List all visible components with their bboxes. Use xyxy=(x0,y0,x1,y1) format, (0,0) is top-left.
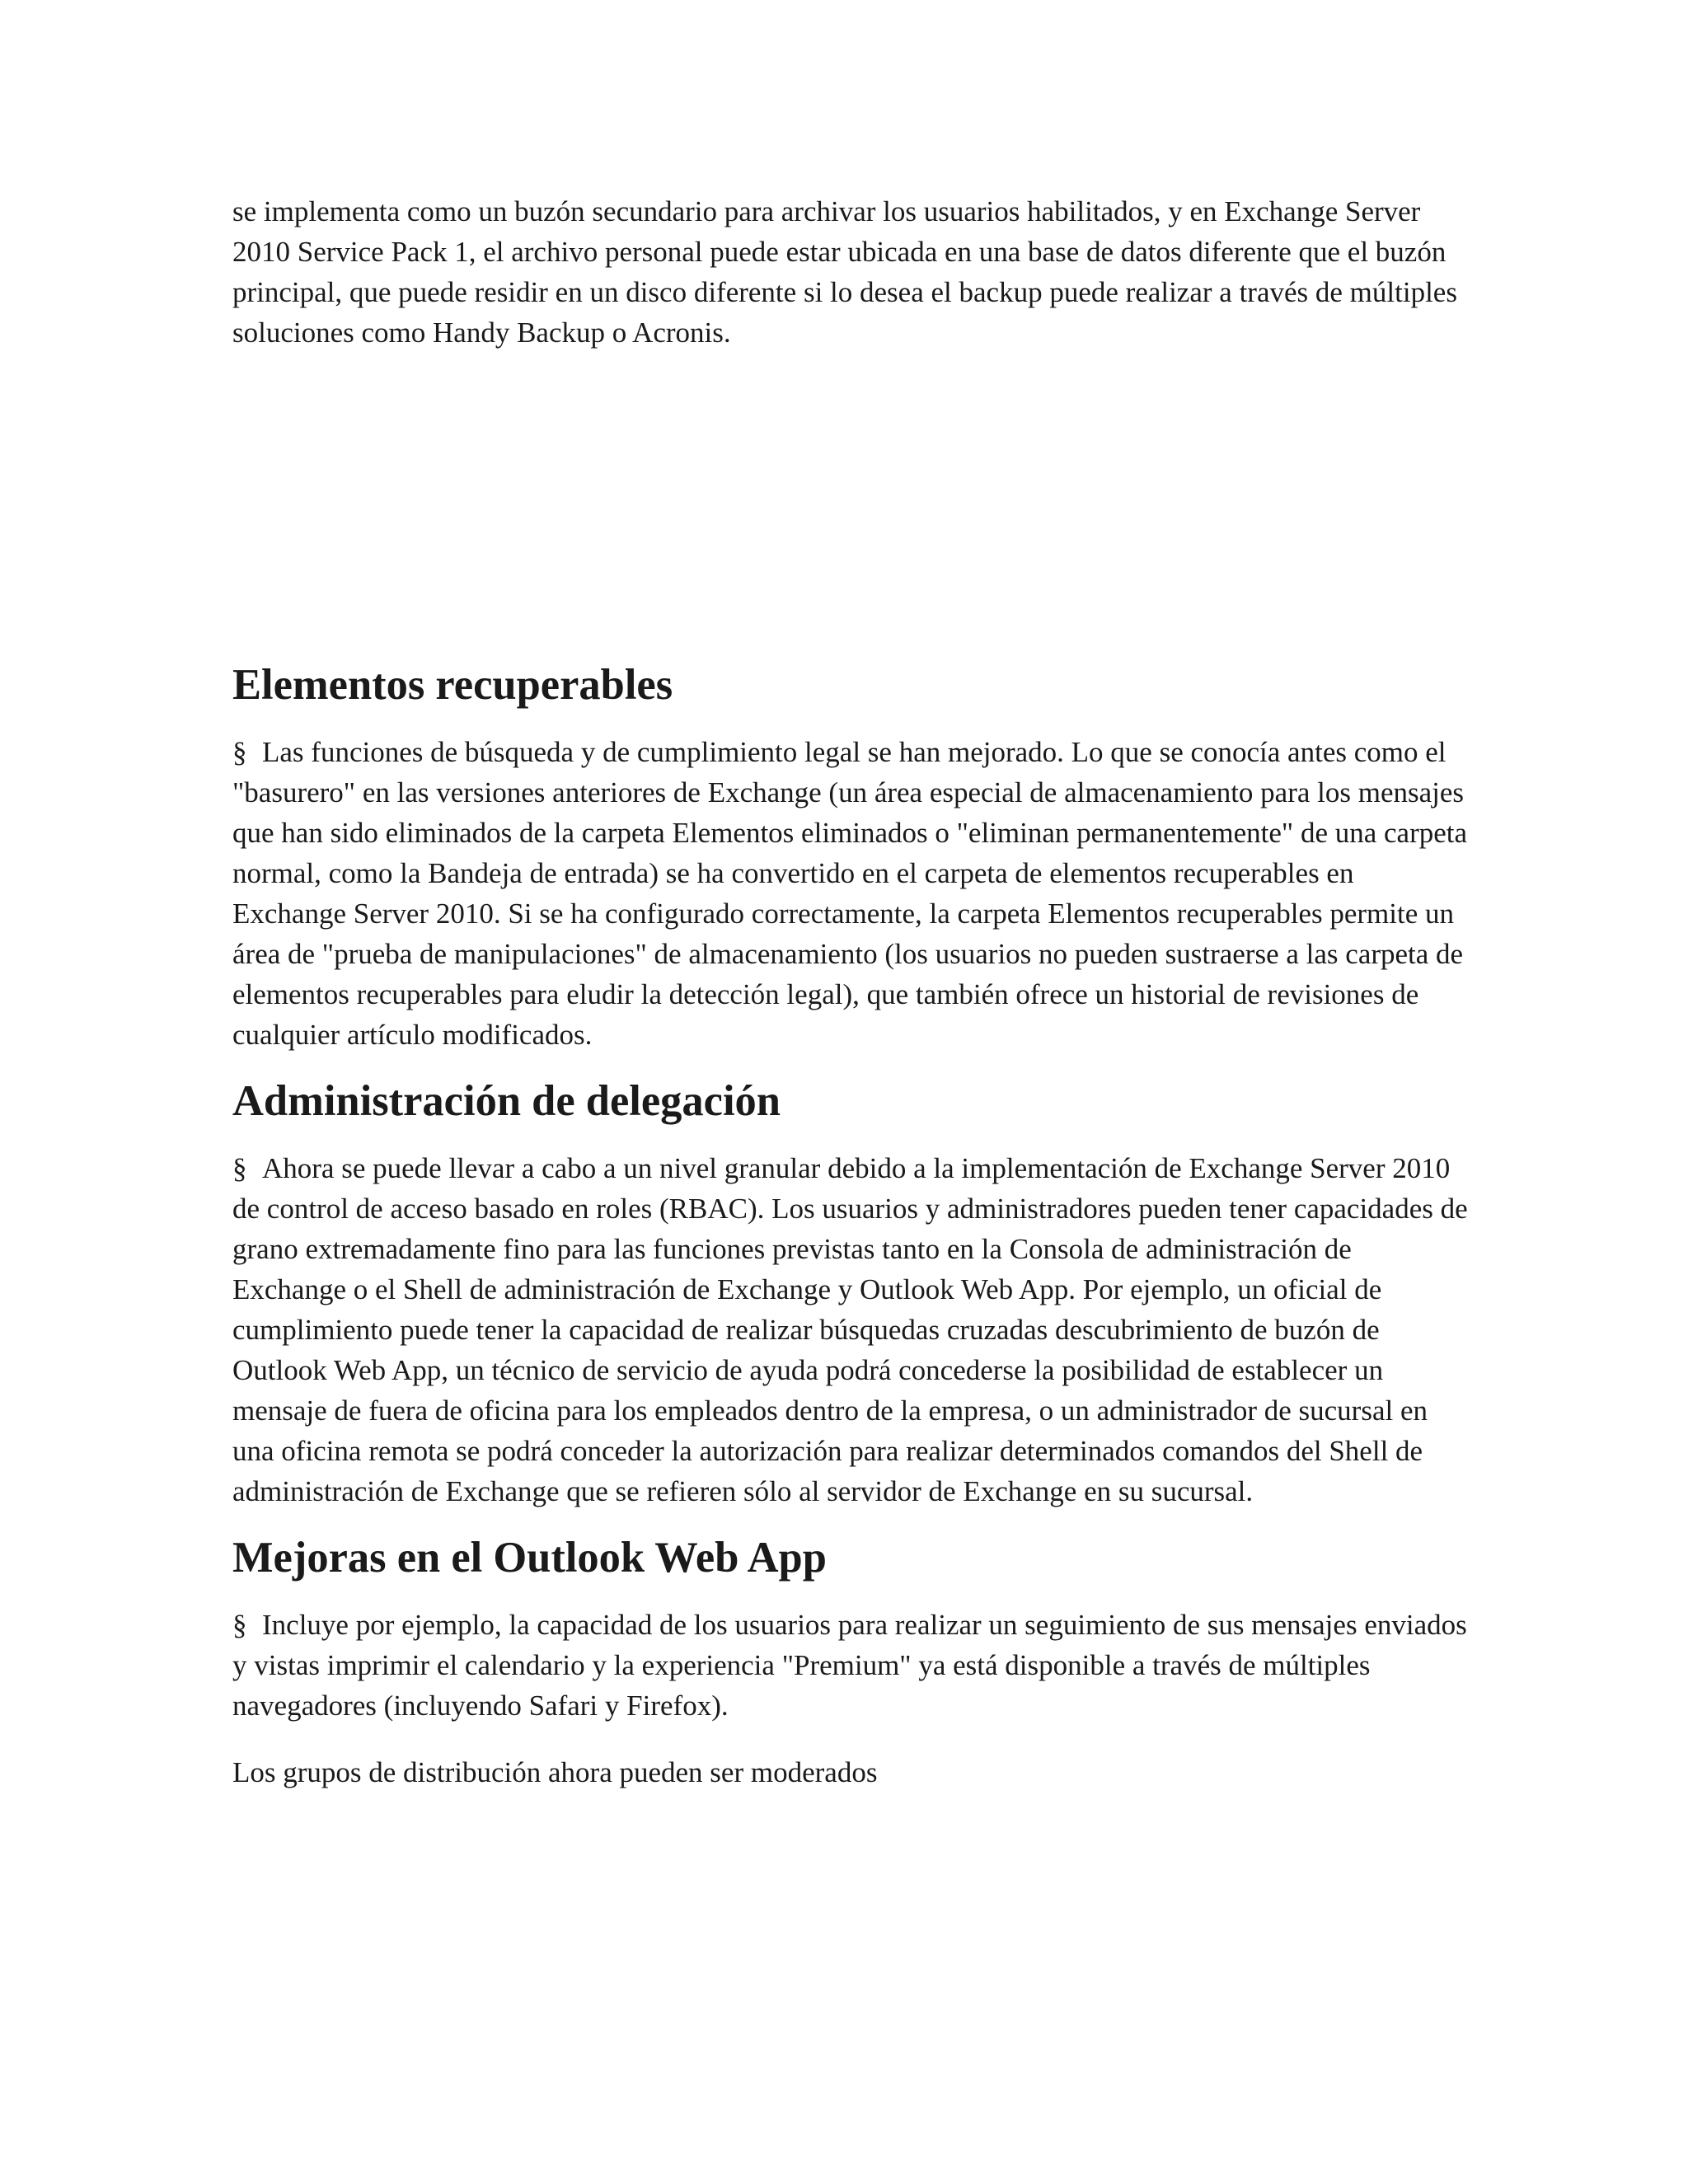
section-text: Ahora se puede llevar a cabo a un nivel granular debido a la implementación de Exchange Server 2010 de control de acceso basado en roles (RBAC). Los usuarios y administradores pueden tener capacidades de grano extremadamente fino para las funciones previstas tanto en la Consola de administración de Exchange o el Shell de administración de Exchange y Outlook Web App. Por ejemplo, un oficial de cumplimiento puede tener la capacidad de realizar búsquedas cruzadas descubrimiento de buzón de Outlook Web App, un técnico de servicio de ayuda podrá concederse la posibilidad de establecer un mensaje de fuera de oficina para los empleados dentro de la empresa, o un administrador de sucursal en una oficina remota se podrá conceder la autorización para realizar determinados comandos del Shell de administración de Exchange que se refieren sólo al servidor de Exchange en su sucursal. xyxy=(232,1152,1468,1507)
section-paragraph-mejoras-outlook xyxy=(232,1605,1469,1726)
section-text: Incluye por ejemplo, la capacidad de los usuarios para realizar un seguimiento de sus mensajes enviados y vistas imprimir el calendario y la experiencia "Premium" ya está disponible a través de múltiples navegadores (incluyendo Safari y Firefox). xyxy=(232,1609,1467,1722)
section-heading-administracion-delegacion: Administración de delegación xyxy=(232,1077,781,1125)
section-bullet: § xyxy=(232,736,247,768)
section-paragraph-elementos-recuperables xyxy=(232,732,1469,1055)
section-bullet: § xyxy=(232,1609,247,1641)
section-heading-mejoras-outlook: Mejoras en el Outlook Web App xyxy=(232,1534,827,1582)
intro-paragraph: se implementa como un buzón secundario para archivar los usuarios habilitados, y en Exchange Server 2010 Service Pack 1, el archivo personal puede estar ubicada en una base de datos diferente que el buzón principal, que puede residir en un disco diferente si lo desea el backup puede realizar a través de múltiples soluciones como Handy Backup o Acronis. xyxy=(232,195,1457,349)
document-page xyxy=(232,191,1469,1793)
section-heading-elementos-recuperables: Elementos recuperables xyxy=(232,661,673,709)
section-paragraph-administracion-delegacion xyxy=(232,1148,1469,1511)
section-text: Las funciones de búsqueda y de cumplimiento legal se han mejorado. Lo que se conocía antes como el "basurero" en las versiones anteriores de Exchange (un área especial de almacenamiento para los mensajes que han sido eliminados de la carpeta Elementos eliminados o "eliminan permanentemente" de una carpeta normal, como la Bandeja de entrada) se ha convertido en el carpeta de elementos recuperables en Exchange Server 2010. Si se ha configurado correctamente, la carpeta Elementos recuperables permite un área de "prueba de manipulaciones" de almacenamiento (los usuarios no pueden sustraerse a las carpeta de elementos recuperables para eludir la detección legal), que también ofrece un historial de revisiones de cualquier artículo modificados. xyxy=(232,736,1468,1051)
section-bullet: § xyxy=(232,1152,247,1184)
blank-space xyxy=(232,353,1469,665)
closing-paragraph: Los grupos de distribución ahora pueden ser moderados xyxy=(232,1756,878,1788)
